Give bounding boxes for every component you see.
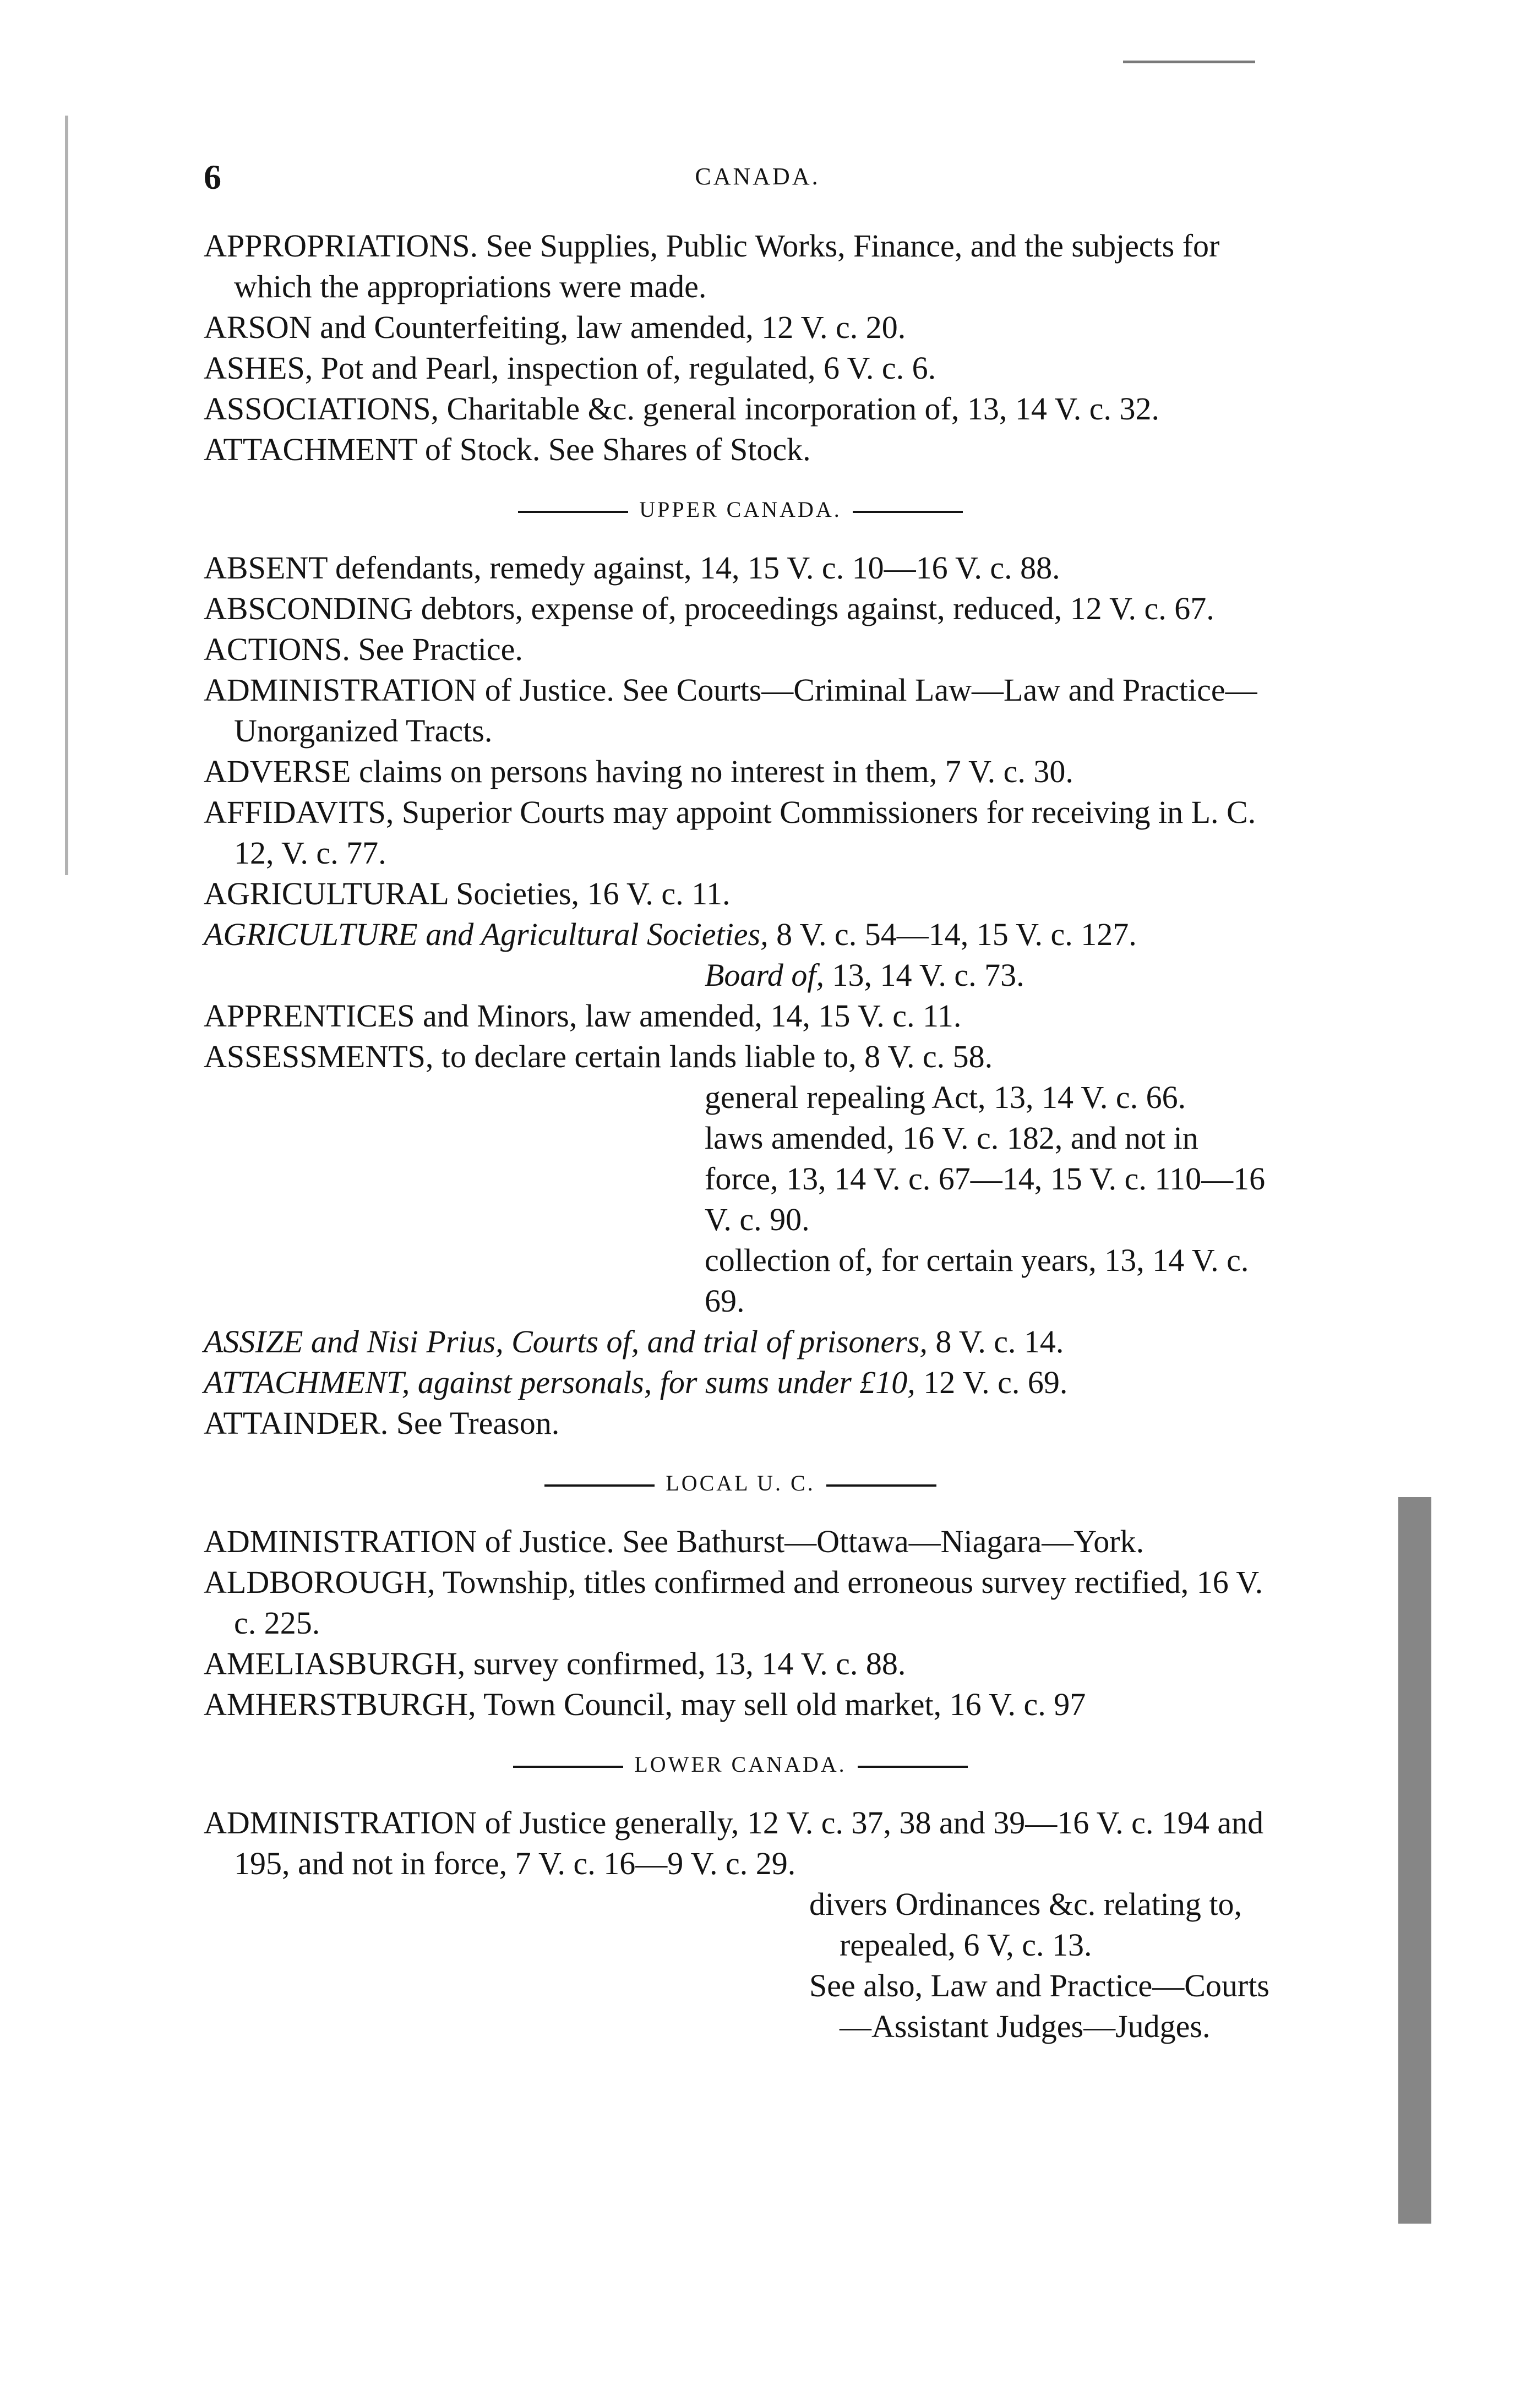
- entry-head: AMHERSTBURGH,: [204, 1686, 476, 1722]
- index-entry: [809, 1965, 1277, 2047]
- index-entry: [204, 1322, 1277, 1362]
- entry-body: debtors, expense of, proceedings against, reduced, 12 V. c. 67.: [413, 591, 1214, 626]
- section-gap: [204, 2047, 1277, 2057]
- scan-edge-mark-right: [1398, 1497, 1431, 2224]
- entry-head: ALDBOROUGH,: [204, 1564, 435, 1600]
- index-entry: [204, 1643, 1277, 1684]
- index-entry: [204, 873, 1277, 914]
- entry-body: collection of, for certain years, 13, 14 V. c. 69.: [705, 1242, 1249, 1319]
- entry-head: ASSIZE and Nisi Prius, Courts of, and trial of prisoners,: [204, 1324, 928, 1359]
- section-heading: [204, 496, 1277, 522]
- entry-head: Board of,: [705, 957, 824, 993]
- section-gap: [204, 1725, 1277, 1735]
- index-entry: [204, 914, 1277, 955]
- index-entry: [204, 629, 1277, 670]
- index-entry: [204, 226, 1277, 307]
- entry-head: ABSCONDING: [204, 591, 413, 626]
- index-content: [204, 226, 1277, 2057]
- entry-head: ADMINISTRATION: [204, 672, 477, 708]
- entry-body: See Practice.: [350, 631, 523, 667]
- entry-body: of Justice. See Courts—Criminal Law—Law and Practice—Unorganized Tracts.: [234, 672, 1257, 749]
- index-entry: [705, 1118, 1277, 1240]
- index-entry: [204, 751, 1277, 792]
- entry-body: and Counterfeiting, law amended, 12 V. c. 20.: [312, 309, 906, 345]
- index-entry: [204, 389, 1277, 429]
- entry-head: ADVERSE: [204, 753, 351, 789]
- index-entry: [705, 955, 1277, 996]
- heading-rule: [518, 511, 628, 513]
- entry-body: Societies, 16 V. c. 11.: [448, 876, 731, 911]
- entry-body: Pot and Pearl, inspection of, regulated, 6 V. c. 6.: [313, 350, 936, 386]
- section-heading-text: UPPER CANADA.: [639, 497, 842, 522]
- heading-rule: [544, 1484, 655, 1487]
- entry-head: ADMINISTRATION: [204, 1805, 477, 1841]
- entry-head: AGRICULTURAL: [204, 876, 448, 911]
- section-heading: [204, 1470, 1277, 1496]
- entry-body: divers Ordinances &c. relating to, repealed, 6 V, c. 13.: [809, 1886, 1242, 1963]
- index-entry: [204, 1521, 1277, 1562]
- index-entry: [705, 1077, 1277, 1118]
- entry-head: ARSON: [204, 309, 312, 345]
- section-heading-text: LOWER CANADA.: [634, 1752, 847, 1777]
- heading-rule: [826, 1484, 936, 1487]
- entry-head: AFFIDAVITS,: [204, 794, 394, 830]
- entry-body: See Treason.: [388, 1405, 560, 1441]
- entry-body: Township, titles confirmed and erroneous survey rectified, 16 V. c. 225.: [234, 1564, 1263, 1641]
- entry-body: 8 V. c. 54—14, 15 V. c. 127.: [768, 916, 1137, 952]
- running-head: CANADA.: [695, 163, 820, 190]
- index-entry: [204, 1803, 1277, 1884]
- entry-body: Town Council, may sell old market, 16 V. c. 97: [476, 1686, 1086, 1722]
- entry-body: general repealing Act, 13, 14 V. c. 66.: [705, 1079, 1186, 1115]
- heading-rule: [858, 1766, 968, 1768]
- index-entry: [204, 1036, 1277, 1077]
- entry-body: 8 V. c. 14.: [927, 1324, 1064, 1359]
- scan-edge-mark-top: [1123, 61, 1255, 63]
- index-entry: [204, 307, 1277, 348]
- index-entry: [204, 348, 1277, 389]
- entry-head: ABSENT: [204, 550, 328, 586]
- entry-body: defendants, remedy against, 14, 15 V. c. 10—16 V. c. 88.: [327, 550, 1060, 586]
- entry-body: of Stock. See Shares of Stock.: [417, 432, 811, 467]
- index-entry: [705, 1240, 1277, 1322]
- index-entry: [204, 548, 1277, 588]
- heading-rule: [513, 1766, 623, 1768]
- entry-head: APPROPRIATIONS.: [204, 228, 478, 264]
- index-entry: [809, 1884, 1277, 1965]
- entry-body: to declare certain lands liable to, 8 V. c. 58.: [433, 1039, 993, 1074]
- entry-body: 12 V. c. 69.: [915, 1364, 1068, 1400]
- entry-body: of Justice. See Bathurst—Ottawa—Niagara—York.: [477, 1524, 1145, 1559]
- entry-body: Superior Courts may appoint Commissioners for receiving in L. C. 12, V. c. 77.: [234, 794, 1256, 871]
- heading-rule: [853, 511, 963, 513]
- section-gap: [204, 470, 1277, 480]
- entry-body: 13, 14 V. c. 73.: [824, 957, 1024, 993]
- entry-head: ATTACHMENT: [204, 432, 417, 467]
- index-entry: [204, 996, 1277, 1036]
- section-heading-text: LOCAL U. C.: [666, 1471, 815, 1495]
- entry-head: ASHES,: [204, 350, 313, 386]
- entry-head: ACTIONS.: [204, 631, 350, 667]
- index-entry: [204, 670, 1277, 751]
- entry-body: claims on persons having no interest in them, 7 V. c. 30.: [351, 753, 1073, 789]
- entry-body: of Justice generally, 12 V. c. 37, 38 and 39—16 V. c. 194 and 195, and not in force, 7 V. c. 16—9 V. c. 29.: [234, 1805, 1264, 1881]
- entry-body: laws amended, 16 V. c. 182, and not in force, 13, 14 V. c. 67—14, 15 V. c. 110—16 V. c. 90.: [705, 1120, 1266, 1237]
- entry-head: ADMINISTRATION: [204, 1524, 477, 1559]
- page-number: 6: [204, 157, 221, 196]
- index-entry: [204, 1562, 1277, 1643]
- entry-head: APPRENTICES: [204, 998, 415, 1034]
- index-entry: [204, 1403, 1277, 1444]
- entry-body: See also, Law and Practice—Courts—Assistant Judges—Judges.: [809, 1968, 1269, 2044]
- entry-head: ATTAINDER.: [204, 1405, 389, 1441]
- index-entry: [204, 1362, 1277, 1403]
- entry-head: AGRICULTURE and Agricultural Societies,: [204, 916, 769, 952]
- entry-body: survey confirmed, 13, 14 V. c. 88.: [465, 1646, 906, 1681]
- entry-head: ATTACHMENT, against personals, for sums under £10,: [204, 1364, 915, 1400]
- index-entry: [204, 429, 1277, 470]
- entry-head: ASSOCIATIONS,: [204, 391, 439, 427]
- entry-body: See Supplies, Public Works, Finance, and the subjects for which the appropriations were made.: [234, 228, 1220, 304]
- scan-edge-mark-left: [65, 116, 68, 875]
- entry-head: ASSESSMENTS,: [204, 1039, 434, 1074]
- entry-head: AMELIASBURGH,: [204, 1646, 466, 1681]
- page-header: [204, 157, 1311, 201]
- index-entry: [204, 1684, 1277, 1725]
- entry-body: and Minors, law amended, 14, 15 V. c. 11.: [415, 998, 962, 1034]
- index-entry: [204, 792, 1277, 873]
- section-gap: [204, 1444, 1277, 1454]
- index-entry: [204, 588, 1277, 629]
- entry-body: Charitable &c. general incorporation of, 13, 14 V. c. 32.: [439, 391, 1159, 427]
- section-heading: [204, 1751, 1277, 1777]
